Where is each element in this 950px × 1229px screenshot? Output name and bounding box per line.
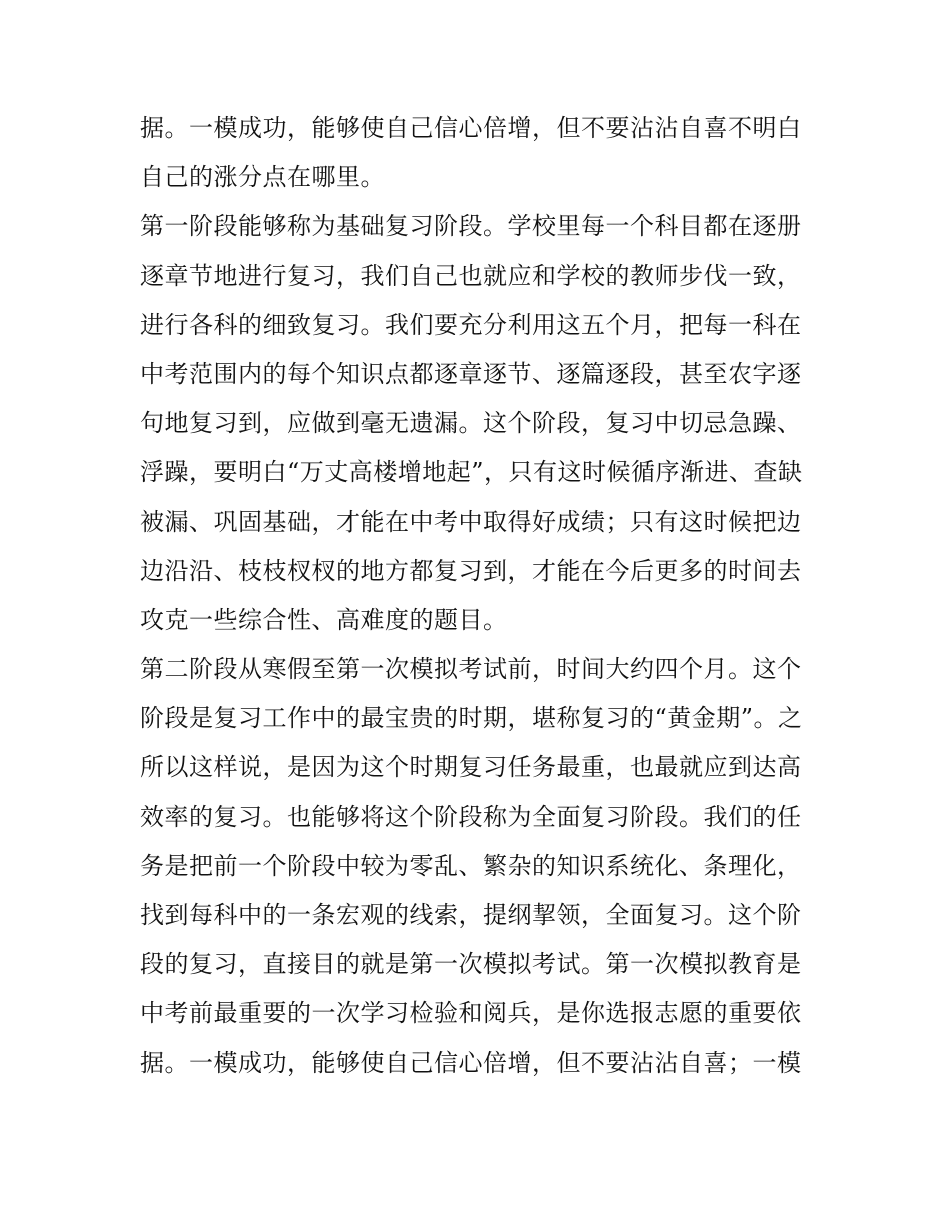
text-line: 第二阶段从寒假至第一次模拟考试前，时间大约四个月。这个 [140, 655, 802, 684]
text-line: 据。一模成功，能够使自己信心倍增，但不要沾沾自喜；一模 [140, 1048, 802, 1077]
text-line: 进行各科的细致复习。我们要充分利用这五个月，把每一科在 [140, 310, 802, 339]
text-line: 段的复习，直接目的就是第一次模拟考试。第一次模拟教育是 [140, 950, 802, 979]
text-line: 边沿沿、枝枝杈杈的地方都复习到，才能在今后更多的时间去 [140, 556, 802, 585]
text-line: 逐章节地进行复习，我们自己也就应和学校的教师步伐一致， [140, 261, 802, 290]
text-line: 中考范围内的每个知识点都逐章逐节、逐篇逐段，甚至农字逐 [140, 359, 802, 388]
body-text [140, 104, 812, 1088]
text-line: 所以这样说，是因为这个时期复习任务最重，也最就应到达高 [140, 753, 802, 782]
text-line: 自己的涨分点在哪里。 [140, 163, 385, 192]
text-line: 句地复习到，应做到毫无遗漏。这个阶段，复习中切忌急躁、 [140, 409, 802, 438]
text-line: 务是把前一个阶段中较为零乱、繁杂的知识系统化、条理化， [140, 851, 802, 880]
text-line: 找到每科中的一条宏观的线索，提纲挈领，全面复习。这个阶 [140, 901, 802, 929]
text-line: 据。一模成功，能够使自己信心倍增，但不要沾沾自喜不明白 [140, 114, 802, 142]
text-line: 效率的复习。也能够将这个阶段称为全面复习阶段。我们的任 [140, 802, 802, 831]
text-line: 攻克一些综合性、高难度的题目。 [140, 605, 508, 634]
text-line: 阶段是复习工作中的最宝贵的时期，堪称复习的“黄金期”。之 [140, 704, 803, 733]
text-line: 中考前最重要的一次学习检验和阅兵，是你选报志愿的重要依 [140, 999, 802, 1028]
text-line: 浮躁，要明白“万丈高楼增地起”，只有这时候循序渐进、查缺 [140, 458, 803, 487]
text-line: 被漏、巩固基础，才能在中考中取得好成绩；只有这时候把边 [140, 507, 802, 536]
text-line: 第一阶段能够称为基础复习阶段。学校里每一个科目都在逐册 [140, 212, 802, 241]
